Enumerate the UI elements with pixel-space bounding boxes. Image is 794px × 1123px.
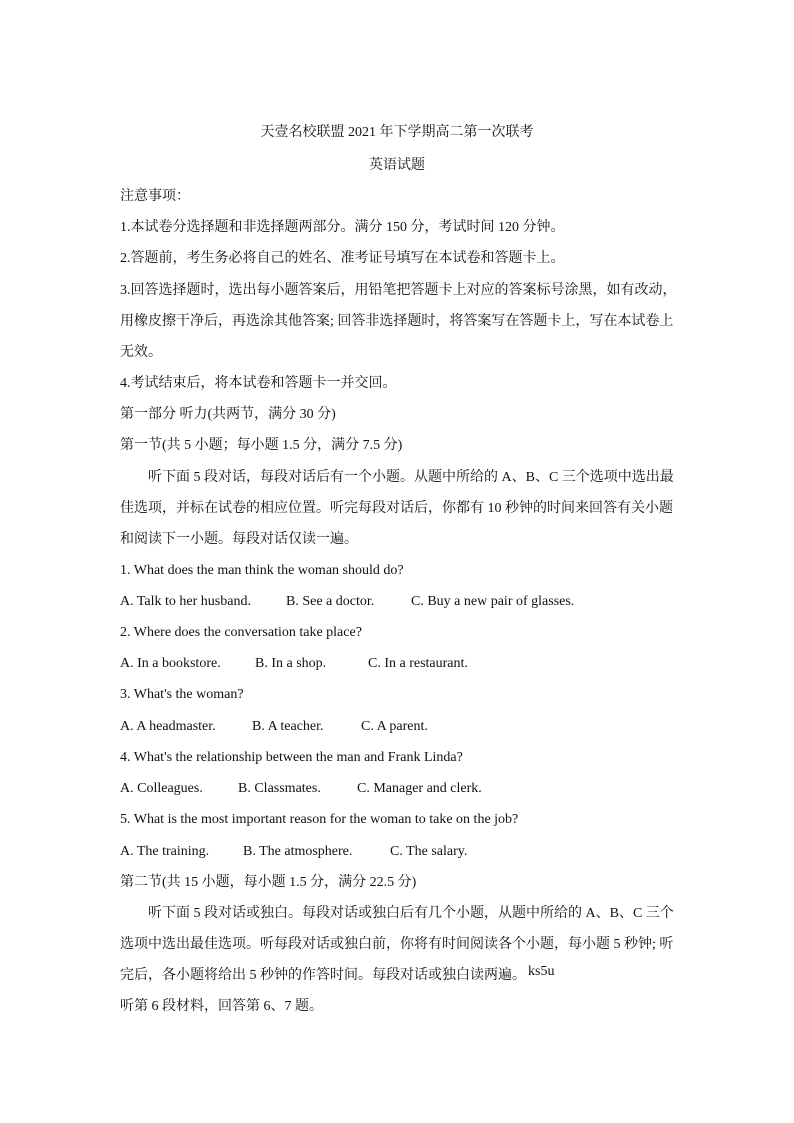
- question-1: 1. What does the man think the woman should do?: [120, 563, 404, 578]
- question-2-option-b: B. In a shop.: [255, 656, 327, 671]
- question-4-option-c: C. Manager and clerk.: [357, 781, 482, 796]
- note-1: 1.本试卷分选择题和非选择题两部分。满分 150 分，考试时间 120 分钟。: [120, 220, 565, 235]
- section-1-heading: 第一节(共 5 小题；每小题 1.5 分，满分 7.5 分): [120, 438, 403, 453]
- question-2: 2. Where does the conversation take place?: [120, 625, 362, 640]
- question-1-option-a: A. Talk to her husband.: [120, 594, 251, 609]
- ks5u-watermark: ks5u: [528, 964, 555, 979]
- section-2-instructions-line-1: 听下面 5 段对话或独白。每段对话或独白后有几个小题，从题中所给的 A、B、C 三个: [148, 906, 674, 921]
- question-3: 3. What's the woman?: [120, 687, 244, 702]
- question-1-option-c: C. Buy a new pair of glasses.: [411, 594, 575, 609]
- exam-subtitle: 英语试题: [369, 158, 425, 173]
- section-1-instructions-line-2: 佳选项，并标在试卷的相应位置。听完每段对话后，你都有 10 秒钟的时间来回答有关小题: [120, 501, 673, 516]
- part-1-heading: 第一部分 听力(共两节，满分 30 分): [120, 407, 336, 422]
- notes-heading: 注意事项：: [120, 189, 190, 204]
- question-2-option-c: C. In a restaurant.: [368, 656, 468, 671]
- question-3-option-c: C. A parent.: [361, 719, 428, 734]
- note-3-line-3: 无效。: [120, 345, 162, 360]
- note-4: 4.考试结束后，将本试卷和答题卡一并交回。: [120, 376, 397, 391]
- note-3-line-1: 3.回答选择题时，选出每小题答案后，用铅笔把答题卡上对应的答案标号涂黑，如有改动，: [120, 283, 677, 298]
- question-3-option-a: A. A headmaster.: [120, 719, 216, 734]
- question-5: 5. What is the most important reason for the woman to take on the job?: [120, 812, 519, 827]
- section-2-heading: 第二节(共 15 小题，每小题 1.5 分，满分 22.5 分): [120, 875, 417, 890]
- question-4-option-a: A. Colleagues.: [120, 781, 203, 796]
- question-4-option-b: B. Classmates.: [238, 781, 321, 796]
- exam-title: 天壹名校联盟 2021 年下学期高二第一次联考: [260, 125, 534, 140]
- question-5-option-c: C. The salary.: [390, 844, 468, 859]
- note-2: 2.答题前，考生务必将自己的姓名、准考证号填写在本试卷和答题卡上。: [120, 251, 565, 266]
- question-1-option-b: B. See a doctor.: [286, 594, 375, 609]
- question-2-option-a: A. In a bookstore.: [120, 656, 221, 671]
- question-5-option-b: B. The atmosphere.: [243, 844, 353, 859]
- question-3-option-b: B. A teacher.: [252, 719, 324, 734]
- question-5-option-a: A. The training.: [120, 844, 210, 859]
- section-2-instructions-line-2: 选项中选出最佳选项。听每段对话或独白前，你将有时间阅读各个小题，每小题 5 秒钟; 听: [120, 937, 674, 952]
- note-3-line-2: 用橡皮擦干净后，再选涂其他答案; 回答非选择题时，将答案写在答题卡上，写在本试卷上: [120, 314, 674, 329]
- section-1-instructions-line-3: 和阅读下一小题。每段对话仅读一遍。: [120, 532, 358, 547]
- question-4: 4. What's the relationship between the man and Frank Linda?: [120, 750, 463, 765]
- section-2-subheading: 听第 6 段材料，回答第 6、7 题。: [120, 999, 323, 1014]
- section-1-instructions-line-1: 听下面 5 段对话，每段对话后有一个小题。从题中所给的 A、B、C 三个选项中选出最: [148, 470, 674, 485]
- section-2-instructions-line-3: 完后，各小题将给出 5 秒钟的作答时间。每段对话或独白读两遍。: [120, 968, 526, 983]
